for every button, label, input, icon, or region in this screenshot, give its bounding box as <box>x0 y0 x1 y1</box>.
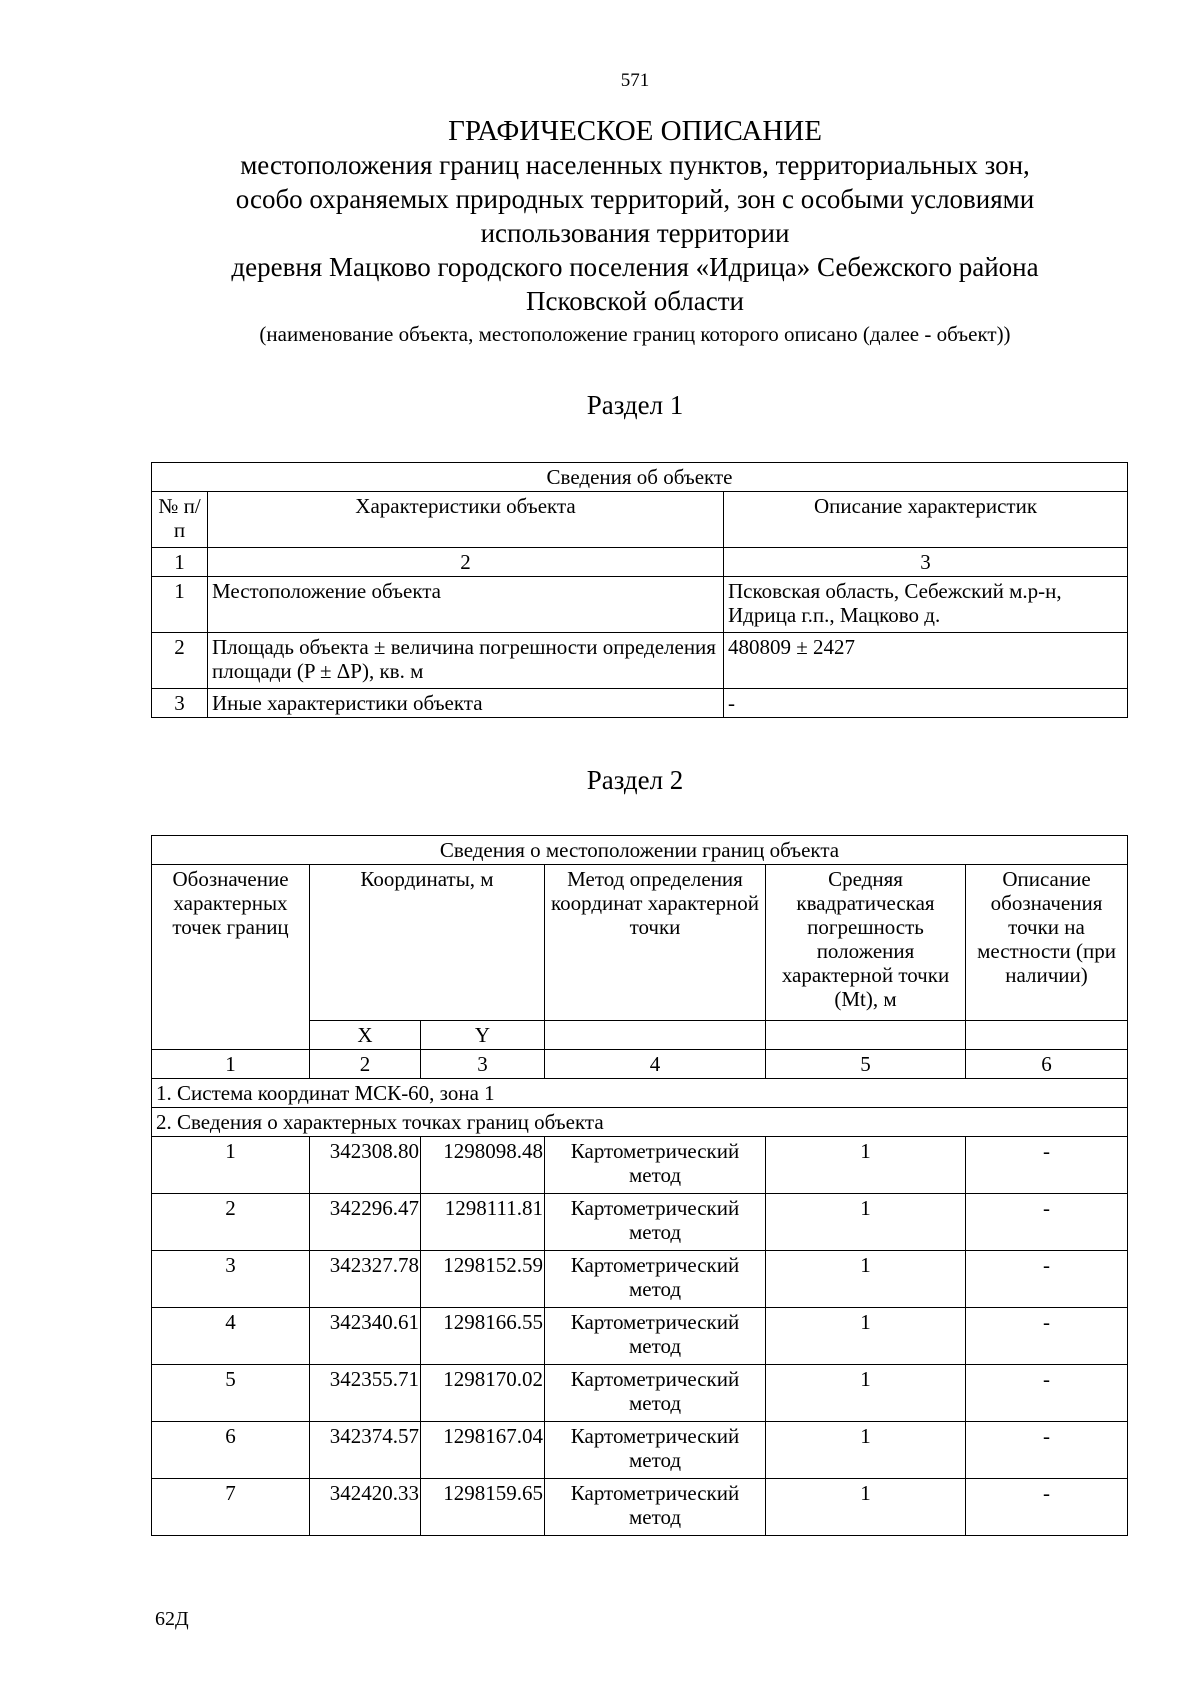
table-title: Сведения об объекте <box>152 463 1128 492</box>
point-number: 4 <box>152 1308 310 1365</box>
point-description: - <box>966 1422 1128 1479</box>
index-cell: 3 <box>724 548 1128 577</box>
header-desc: Описание обозначения точки на местности (при наличии) <box>966 865 1128 1021</box>
table-row <box>152 633 1128 689</box>
empty-cell <box>766 1021 966 1050</box>
points-heading: 2. Сведения о характерных точках границ объекта <box>152 1108 1128 1137</box>
footer-code: 62Д <box>155 1608 189 1630</box>
method: Картометрический метод <box>545 1137 766 1194</box>
subtitle-line: использования территории <box>480 218 790 248</box>
mean-error: 1 <box>766 1251 966 1308</box>
y-coordinate: 1298152.59 <box>421 1251 545 1308</box>
index-cell: 3 <box>421 1050 545 1079</box>
page-number: 571 <box>620 70 650 91</box>
section1-heading: Раздел 1 <box>586 390 684 420</box>
index-cell: 2 <box>208 548 724 577</box>
document-title: ГРАФИЧЕСКОЕ ОПИСАНИЕ <box>448 115 822 147</box>
empty-cell <box>545 1021 766 1050</box>
table-title-row <box>152 463 1128 492</box>
table-title-row <box>152 836 1128 865</box>
table-row <box>152 1365 1128 1422</box>
table-row <box>152 1422 1128 1479</box>
row-description: - <box>724 689 1128 718</box>
point-description: - <box>966 1137 1128 1194</box>
point-description: - <box>966 1251 1128 1308</box>
point-number: 5 <box>152 1365 310 1422</box>
table-row <box>152 1479 1128 1536</box>
row-description: 480809 ± 2427 <box>724 633 1128 689</box>
row-description: Псковская область, Себежский м.р-н, Идрица г.п., Мацково д. <box>724 577 1128 633</box>
subtitle-line: местоположения границ населенных пунктов, территориальных зон, <box>240 150 1030 180</box>
header-num: № п/п <box>152 492 208 548</box>
row-characteristic: Площадь объекта ± величина погрешности определения площади (P ± ΔP), кв. м <box>208 633 724 689</box>
method: Картометрический метод <box>545 1422 766 1479</box>
table-row <box>152 1251 1128 1308</box>
y-coordinate: 1298170.02 <box>421 1365 545 1422</box>
header-x: X <box>310 1021 421 1050</box>
mean-error: 1 <box>766 1194 966 1251</box>
row-num: 3 <box>152 689 208 718</box>
point-description: - <box>966 1308 1128 1365</box>
subtitle-line: особо охраняемых природных территорий, зон с особыми условиями <box>235 184 1035 214</box>
row-num: 2 <box>152 633 208 689</box>
x-coordinate: 342420.33 <box>310 1479 421 1536</box>
title-block <box>150 115 1120 348</box>
point-description: - <box>966 1365 1128 1422</box>
point-number: 7 <box>152 1479 310 1536</box>
header-coords: Координаты, м <box>310 865 545 1021</box>
empty-cell <box>966 1021 1128 1050</box>
row-characteristic: Иные характеристики объекта <box>208 689 724 718</box>
table-row <box>152 689 1128 718</box>
x-coordinate: 342327.78 <box>310 1251 421 1308</box>
y-coordinate: 1298111.81 <box>421 1194 545 1251</box>
point-number: 1 <box>152 1137 310 1194</box>
x-coordinate: 342308.80 <box>310 1137 421 1194</box>
index-cell: 2 <box>310 1050 421 1079</box>
coordinate-system: 1. Система координат МСК-60, зона 1 <box>152 1079 1128 1108</box>
index-cell: 5 <box>766 1050 966 1079</box>
table-title: Сведения о местоположении границ объекта <box>152 836 1128 865</box>
table-header-row <box>152 865 1128 1021</box>
x-coordinate: 342296.47 <box>310 1194 421 1251</box>
row-characteristic: Местоположение объекта <box>208 577 724 633</box>
point-description: - <box>966 1194 1128 1251</box>
index-cell: 1 <box>152 1050 310 1079</box>
section2-heading: Раздел 2 <box>586 765 684 795</box>
mean-error: 1 <box>766 1137 966 1194</box>
x-coordinate: 342340.61 <box>310 1308 421 1365</box>
table-header-row <box>152 492 1128 548</box>
table-row <box>152 1137 1128 1194</box>
y-coordinate: 1298098.48 <box>421 1137 545 1194</box>
object-info-table <box>151 462 1128 718</box>
header-point: Обозначение характерных точек границ <box>152 865 310 1050</box>
row-num: 1 <box>152 577 208 633</box>
points-heading-row <box>152 1108 1128 1137</box>
header-method: Метод определения координат характерной точки <box>545 865 766 1021</box>
subtitle-line: Псковской области <box>525 286 744 316</box>
method: Картометрический метод <box>545 1479 766 1536</box>
method: Картометрический метод <box>545 1194 766 1251</box>
subtitle-note: (наименование объекта, местоположение границ которого описано (далее - объект)) <box>259 322 1011 346</box>
points-body <box>152 1137 1128 1536</box>
index-cell: 6 <box>966 1050 1128 1079</box>
point-number: 2 <box>152 1194 310 1251</box>
mean-error: 1 <box>766 1422 966 1479</box>
x-coordinate: 342374.57 <box>310 1422 421 1479</box>
index-row <box>152 1050 1128 1079</box>
header-characteristic: Характеристики объекта <box>208 492 724 548</box>
x-coordinate: 342355.71 <box>310 1365 421 1422</box>
header-error: Средняя квадратическая погрешность положения характерной точки (Mt), м <box>766 865 966 1021</box>
table-row <box>152 577 1128 633</box>
system-row <box>152 1079 1128 1108</box>
point-number: 6 <box>152 1422 310 1479</box>
subtitle-line: деревня Мацково городского поселения «Идрица» Себежского района <box>231 252 1039 282</box>
point-description: - <box>966 1479 1128 1536</box>
y-coordinate: 1298166.55 <box>421 1308 545 1365</box>
index-row <box>152 548 1128 577</box>
index-cell: 4 <box>545 1050 766 1079</box>
header-y: Y <box>421 1021 545 1050</box>
table-row <box>152 1308 1128 1365</box>
y-coordinate: 1298159.65 <box>421 1479 545 1536</box>
boundary-points-table <box>151 835 1128 1536</box>
mean-error: 1 <box>766 1365 966 1422</box>
table-row <box>152 1194 1128 1251</box>
index-cell: 1 <box>152 548 208 577</box>
method: Картометрический метод <box>545 1365 766 1422</box>
point-number: 3 <box>152 1251 310 1308</box>
mean-error: 1 <box>766 1308 966 1365</box>
y-coordinate: 1298167.04 <box>421 1422 545 1479</box>
method: Картометрический метод <box>545 1251 766 1308</box>
mean-error: 1 <box>766 1479 966 1536</box>
header-description: Описание характеристик <box>724 492 1128 548</box>
method: Картометрический метод <box>545 1308 766 1365</box>
